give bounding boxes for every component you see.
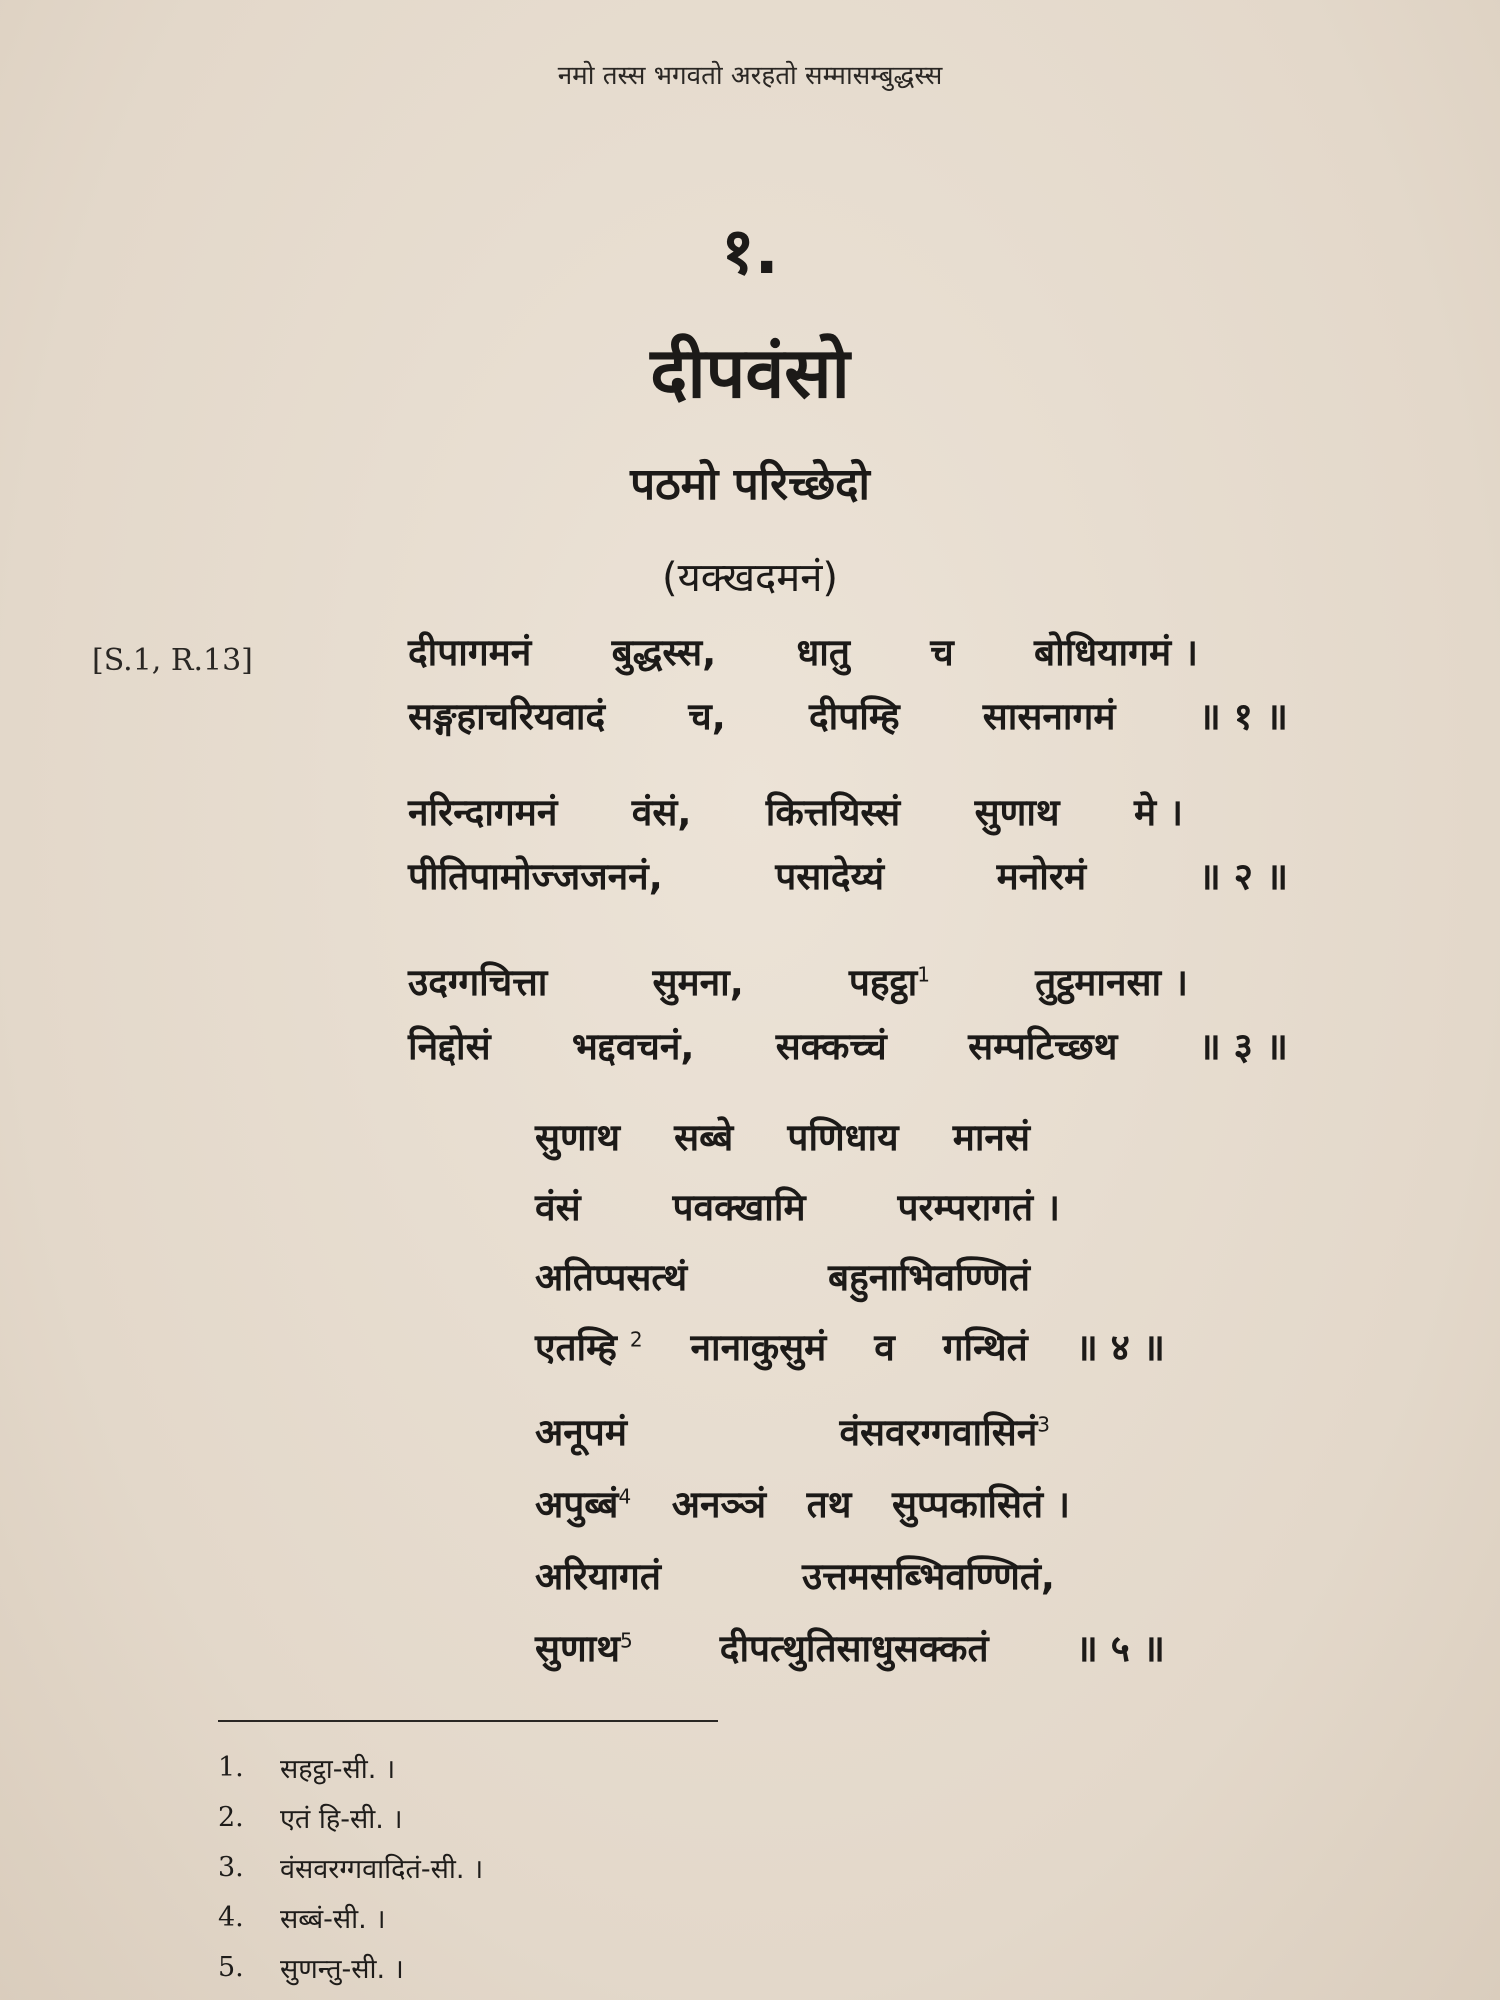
verse-word: वंसं, [631,791,692,834]
verse-3 [408,955,1288,1079]
verse-line [535,1250,1030,1310]
verse-word: नरिन्दागमनं [408,791,558,834]
verse-4 [535,1110,1175,1380]
verse-word: सब्बे [674,1116,734,1159]
verse-line [535,1549,1055,1609]
section-title: पठमो परिच्छेदो [630,459,870,510]
verse-1 [408,625,1288,749]
verse-line [408,689,1288,749]
verse-word: निद्दोसं [408,1025,491,1068]
footnote-marker: 1 [917,962,930,987]
verse-line [535,1477,1070,1537]
verse-word: उत्तमसब्भिवण्णितं, [801,1555,1055,1598]
verse-word: सक्कच्चं [775,1025,887,1068]
verse-2 [408,785,1288,909]
verse-word: मानसं [952,1116,1030,1159]
verse-word: अनञ्ञं [671,1483,767,1526]
verse-number: ॥ २ ॥ [1198,855,1288,898]
footnote: 3. वंसवरग्गवादितं-सी. । [218,1851,484,1885]
verse-number: ॥ ३ ॥ [1198,1025,1288,1068]
chapter-number: १. [721,215,779,289]
verse-line [535,1110,1030,1170]
footnote: 5. सुणन्तु-सी. । [218,1951,404,1985]
verse-line [408,785,1183,845]
verse-word: तथ [806,1483,852,1526]
verse-line [535,1320,1165,1380]
verse-word: सुणाथ [974,791,1060,834]
verse-word: वंसवरग्गवासिनं$^3$ [839,1411,1050,1454]
verse-line [535,1180,1060,1240]
verse-word: अरियागतं [535,1555,661,1598]
footnote: 1. सहट्ठा-सी. । [218,1751,396,1785]
verse-5 [535,1405,1175,1681]
verse-line [535,1621,1165,1681]
verse-word: नानाकुसुमं [690,1326,827,1369]
footnote-marker: 5 [620,1628,633,1653]
verse-word: परम्परागतं । [897,1186,1060,1229]
verse-word: बुद्धस्स, [611,631,717,674]
verse-word: सुप्पकासितं । [891,1483,1070,1526]
verse-word: दीपम्हि [808,695,900,738]
verse-word: मनोरमं [996,855,1087,898]
verse-word: पसादेय्यं [775,855,885,898]
footnote-marker: 2 [629,1327,643,1352]
verse-word: पवक्खामि [672,1186,806,1229]
verse-word: च, [688,695,726,738]
verse-word: सङ्गहाचरियवादं [408,695,606,738]
verse-word: सुमना, [652,961,744,1004]
verse-line [408,849,1288,909]
verse-word: सासनागमं [982,695,1116,738]
section-subtitle: (यक्खदमनं) [661,555,839,601]
footnotes [218,1742,483,1992]
verse-word: अपुब्बं$^4$ [535,1483,632,1526]
verse-word: तुट्ठमानसा । [1035,961,1188,1004]
footnote-marker: 4 [618,1484,632,1509]
verse-line [535,1405,1050,1465]
verse-word: सुणाथ [535,1116,620,1159]
verse-word: च [930,631,954,674]
verse-word: पहट्ठा$^1$ [848,961,930,1004]
verse-line [408,955,1188,1015]
verse-word: अनूपमं [535,1411,627,1454]
verse-word: गन्थितं [942,1326,1028,1369]
verse-word: वंसं [535,1186,581,1229]
verse-word: धातु [796,631,850,674]
verse-word: व [874,1326,895,1369]
verse-word: एतम्हि $^2$ [535,1326,643,1369]
verse-word: सम्पटिच्छथ [968,1025,1118,1068]
verse-word: बहुनाभिवण्णितं [827,1256,1030,1299]
verse-word: कित्तयिस्सं [765,791,901,834]
verse-word: पीतिपामोज्जजननं, [408,855,663,898]
verse-word: उदग्गचित्ता [408,961,548,1004]
verse-number: ॥ ४ ॥ [1075,1326,1165,1369]
footnote: 4. सब्बं-सी. । [218,1901,386,1935]
verse-word: सुणाथ$^5$ [535,1627,633,1670]
footnote-marker: 3 [1037,1412,1050,1437]
verse-line [408,1019,1288,1079]
verse-line [408,625,1198,685]
footnote: 2. एतं हि-सी. । [218,1801,403,1835]
margin-reference: [S.1, R.13] [92,643,253,678]
verse-word: दीपत्थुतिसाधुसक्कतं [719,1627,989,1670]
footnote-divider [218,1720,718,1722]
verse-number: ॥ ५ ॥ [1075,1627,1165,1670]
verse-word: बोधियागमं । [1034,631,1198,674]
verse-word: अतिप्पसत्थं [535,1256,688,1299]
verse-word: मे । [1133,791,1183,834]
verse-word: भद्दवचनं, [571,1025,695,1068]
verse-number: ॥ १ ॥ [1198,695,1288,738]
book-title: दीपवंसो [650,332,850,414]
page-header: नमो तस्स भगवतो अरहतो सम्मासम्बुद्धस्स [557,61,943,91]
verse-word: दीपागमनं [408,631,532,674]
verse-word: पणिधाय [787,1116,899,1159]
